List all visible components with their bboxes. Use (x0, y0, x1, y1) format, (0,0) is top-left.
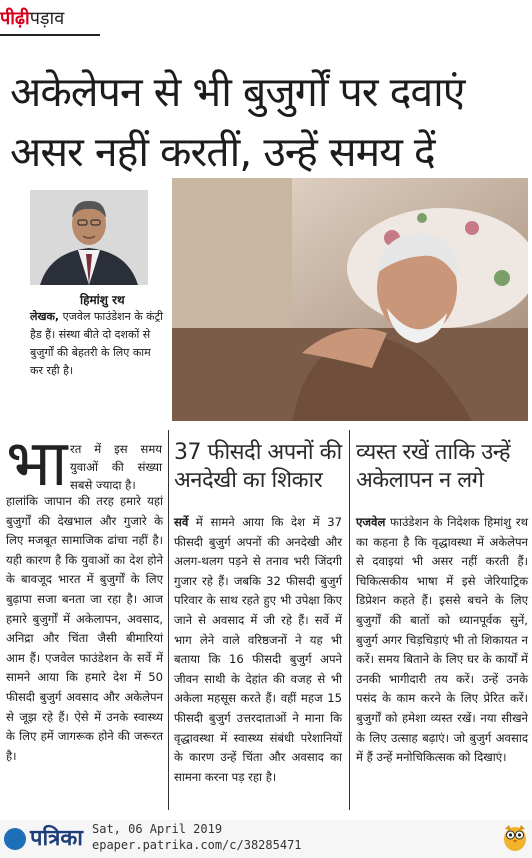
owl-icon (502, 822, 528, 852)
column-1-text: हालांकि जापान की तरह हमारे यहां बुजुर्गों की देखभाल और गुजारे के लिए मजबूत सामाजिक ढांचा नहीं है। यही कारण है कि युवाओं का देश होने के बावजूद भारत में बुजुर्गों के लिए बुढ़ापा सजा बनता जा रहा है। आज हमारे बुजुर्गों में अकेलापन, अवसाद, अनिद्रा और चिंता जैसी बीमारियां आम हैं। एजवेल फाउंडेशन के सर्वे में सामने आया कि हमारे देश में 50 फीसदी बुजुर्ग अवसाद और अकेलेपन से जूझ रहे हैं। ऐसे में उनके स्वास्थ्य के लिए हमें जागरूक होने की जरूरत है। (6, 494, 163, 763)
section-tag-black: पड़ाव (29, 8, 65, 29)
footer-url[interactable]: epaper.patrika.com/c/38285471 (92, 838, 302, 852)
column-3-body: फाउंडेशन के निदेशक हिमांशु रथ का कहना है कि वृद्धावस्था में अकेलेपन से दवाइयां भी असर नहीं करती हैं। चिकित्सकीय भाषा में इसे जेरियाट्रिक डिप्रेशन कहते हैं। इससे बचने के लिए बुजुर्गों की बातों को ध्यानपूर्वक सुनें, बुजुर्ग अगर चिड़चिड़ाएं भी तो शिकायत न करें। समय बिताने के लिए घर के कार्यों में उनकी भागीदारी तय करें। उन्हें उनके पसंद के काम करने के लिए प्रेरित करें। बुजुर्गों को हमेशा व्यस्त रखें। नया सीखने के लिए उत्साह बढ़ाएं। जो बुजुर्ग अवसाद में हैं उन्हें मनोचिकित्सक को दिखाएं। (356, 515, 528, 765)
section-tag (0, 6, 104, 30)
column-3-text (356, 513, 528, 768)
author-bio-text: एजवेल फाउंडेशन के कंट्री हैड हैं। संस्था बीते दो दशकों से बुजुर्गों की बेहतरी के लिए काम कर रही है। (30, 310, 164, 377)
drop-cap: भा (6, 427, 68, 501)
footer-date: Sat, 06 April 2019 (92, 822, 223, 836)
column-3-lead: एजवेल (356, 515, 386, 529)
author-photo (30, 190, 148, 285)
column-divider (349, 430, 350, 810)
headline (10, 62, 530, 182)
column-1-intro: रत में इस समय युवाओं की संख्या सबसे ज्यादा है। (70, 442, 162, 492)
column-3-heading: व्यस्त रखें ताकि उन्हें अकेलापन न लगे (356, 440, 511, 493)
elderly-man-photo (172, 178, 528, 421)
column-2-heading: 37 फीसदी अपनों की अनदेखी का शिकार (174, 440, 342, 493)
author-bio (30, 308, 165, 380)
column-2-body: में सामने आया कि देश में 37 फीसदी बुजुर्ग अपनों की अनदेखी और अलग-थलग पड़ने से तनाव भरी जिंदगी गुजार रहे हैं। जबकि 32 फीसदी बुजुर्ग परिवार के साथ रहते हुए भी उपेक्षा किए जाने से अवसाद में जी रहे हैं। सर्वे में भाग लेने वाले वरिष्ठजनों ने यह भी बताया कि 16 फीसदी बुजुर्ग अपने जीवन साथी के देहांत की वजह से भी अकेला महसूस करते हैं। वहीं महज 15 फीसदी बुजुर्ग उत्तरदाताओं ने माना कि वृद्धावस्था में स्वास्थ्य संबंधी परेशानियों के कारण उन्हें चिंता और अवसाद का सामना करना पड़ रहा है। (174, 515, 342, 784)
column-divider (168, 430, 169, 810)
column-2-text (174, 513, 342, 787)
patrika-logo[interactable]: पत्रिका (30, 826, 83, 851)
section-tag-red: पीढ़ी (0, 8, 30, 29)
column-2-lead: सर्वे (174, 515, 189, 529)
author-bio-label: लेखक, (30, 310, 60, 323)
headline-line-2: असर नहीं करतीं, उन्हें समय दें (10, 128, 435, 176)
section-divider (0, 34, 100, 36)
headline-line-1: अकेलेपन से भी बुजुर्गों पर दवाएं (10, 68, 465, 116)
patrika-logo-icon (4, 828, 26, 850)
author-name: हिमांशु रथ (80, 293, 125, 307)
